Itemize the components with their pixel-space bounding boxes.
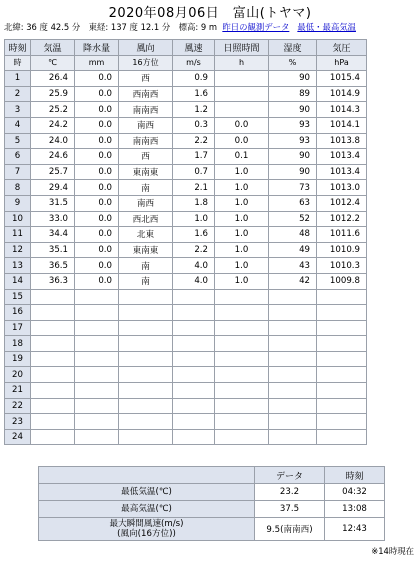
- cell-temperature: 24.6: [31, 149, 75, 165]
- cell-wind-direction: 東南東: [119, 164, 173, 180]
- cell-precipitation: 0.0: [75, 117, 119, 133]
- cell-sunshine: [215, 305, 269, 321]
- cell-temperature: [31, 398, 75, 414]
- cell-precipitation: [75, 336, 119, 352]
- cell-precipitation: 0.0: [75, 273, 119, 289]
- cell-pressure: 1014.9: [317, 86, 367, 102]
- summary-row-min-temp: [39, 484, 385, 501]
- unit-wind-direction: 16方位: [119, 55, 173, 71]
- cell-humidity: 49: [269, 242, 317, 258]
- cell-wind-speed: 2.2: [173, 133, 215, 149]
- cell-hour: 14: [5, 273, 31, 289]
- cell-precipitation: 0.0: [75, 164, 119, 180]
- cell-sunshine: 1.0: [215, 180, 269, 196]
- cell-humidity: 90: [269, 149, 317, 165]
- cell-wind-direction: [119, 351, 173, 367]
- cell-temperature: [31, 383, 75, 399]
- cell-wind-speed: [173, 414, 215, 430]
- cell-precipitation: [75, 305, 119, 321]
- cell-hour: 2: [5, 86, 31, 102]
- cell-wind-speed: 1.6: [173, 86, 215, 102]
- cell-precipitation: [75, 414, 119, 430]
- table-row: [5, 211, 367, 227]
- cell-pressure: [317, 320, 367, 336]
- cell-temperature: 24.2: [31, 117, 75, 133]
- unit-humidity: %: [269, 55, 317, 71]
- cell-hour: 7: [5, 164, 31, 180]
- cell-humidity: 93: [269, 117, 317, 133]
- cell-humidity: 93: [269, 133, 317, 149]
- cell-temperature: 25.7: [31, 164, 75, 180]
- min-temp-value: 23.2: [255, 484, 325, 501]
- cell-wind-speed: 0.7: [173, 164, 215, 180]
- table-row: [5, 133, 367, 149]
- cell-precipitation: [75, 289, 119, 305]
- cell-sunshine: 0.0: [215, 133, 269, 149]
- header-temperature: 気温: [31, 40, 75, 56]
- cell-pressure: 1013.0: [317, 180, 367, 196]
- header-hour: 時刻: [5, 40, 31, 56]
- table-row: [5, 86, 367, 102]
- cell-wind-speed: [173, 336, 215, 352]
- cell-temperature: [31, 305, 75, 321]
- unit-pressure: hPa: [317, 55, 367, 71]
- cell-sunshine: 1.0: [215, 195, 269, 211]
- cell-wind-speed: [173, 367, 215, 383]
- cell-pressure: [317, 305, 367, 321]
- summary-header-data: データ: [255, 467, 325, 484]
- cell-wind-direction: [119, 414, 173, 430]
- cell-pressure: [317, 429, 367, 445]
- cell-humidity: 90: [269, 71, 317, 87]
- cell-temperature: [31, 367, 75, 383]
- current-time-note: ※14時現在: [371, 546, 414, 556]
- cell-pressure: [317, 336, 367, 352]
- table-row: [5, 117, 367, 133]
- summary-corner: [39, 467, 255, 484]
- cell-hour: 18: [5, 336, 31, 352]
- table-row: [5, 149, 367, 165]
- cell-temperature: [31, 351, 75, 367]
- cell-hour: 15: [5, 289, 31, 305]
- cell-humidity: 73: [269, 180, 317, 196]
- unit-sunshine: h: [215, 55, 269, 71]
- cell-sunshine: [215, 86, 269, 102]
- cell-sunshine: 0.1: [215, 149, 269, 165]
- cell-hour: 5: [5, 133, 31, 149]
- cell-temperature: [31, 414, 75, 430]
- table-row: [5, 336, 367, 352]
- cell-temperature: 36.5: [31, 258, 75, 274]
- cell-wind-speed: 4.0: [173, 258, 215, 274]
- table-row: [5, 383, 367, 399]
- unit-hour: 時: [5, 55, 31, 71]
- station-coordinates: 北緯: 36 度 42.5 分 東経: 137 度 12.1 分 標高: 9 m: [4, 22, 218, 32]
- header-sunshine: 日照時間: [215, 40, 269, 56]
- cell-sunshine: [215, 383, 269, 399]
- cell-wind-direction: [119, 429, 173, 445]
- page-title: 2020年08月06日 富山(トヤマ): [108, 6, 312, 21]
- cell-temperature: 25.2: [31, 102, 75, 118]
- header-pressure: 気圧: [317, 40, 367, 56]
- cell-humidity: [269, 305, 317, 321]
- summary-row-max-temp: [39, 501, 385, 518]
- header-wind-direction: 風向: [119, 40, 173, 56]
- cell-humidity: [269, 289, 317, 305]
- cell-precipitation: 0.0: [75, 195, 119, 211]
- cell-hour: 9: [5, 195, 31, 211]
- cell-wind-direction: 南: [119, 258, 173, 274]
- cell-wind-direction: 西: [119, 71, 173, 87]
- cell-wind-speed: 1.0: [173, 211, 215, 227]
- cell-wind-speed: [173, 320, 215, 336]
- table-row: [5, 289, 367, 305]
- cell-pressure: [317, 367, 367, 383]
- cell-precipitation: 0.0: [75, 86, 119, 102]
- cell-hour: 12: [5, 242, 31, 258]
- cell-humidity: [269, 336, 317, 352]
- cell-humidity: [269, 429, 317, 445]
- cell-humidity: 63: [269, 195, 317, 211]
- cell-sunshine: 1.0: [215, 242, 269, 258]
- cell-pressure: [317, 289, 367, 305]
- cell-wind-direction: 南南西: [119, 133, 173, 149]
- table-row: [5, 164, 367, 180]
- unit-wind-speed: m/s: [173, 55, 215, 71]
- cell-temperature: 35.1: [31, 242, 75, 258]
- cell-pressure: 1011.6: [317, 227, 367, 243]
- cell-precipitation: [75, 383, 119, 399]
- cell-wind-speed: [173, 398, 215, 414]
- cell-wind-speed: 2.1: [173, 180, 215, 196]
- cell-sunshine: 1.0: [215, 164, 269, 180]
- header-precipitation: 降水量: [75, 40, 119, 56]
- table-row: [5, 429, 367, 445]
- cell-sunshine: 1.0: [215, 227, 269, 243]
- cell-hour: 17: [5, 320, 31, 336]
- header-humidity: 湿度: [269, 40, 317, 56]
- cell-temperature: [31, 336, 75, 352]
- cell-precipitation: 0.0: [75, 258, 119, 274]
- max-gust-value: 9.5(南南西): [255, 518, 325, 541]
- min-max-link[interactable]: 最低・最高気温: [297, 22, 356, 32]
- table-row: [5, 180, 367, 196]
- cell-precipitation: [75, 398, 119, 414]
- cell-humidity: 89: [269, 86, 317, 102]
- cell-humidity: 43: [269, 258, 317, 274]
- table-row: [5, 320, 367, 336]
- cell-pressure: 1012.2: [317, 211, 367, 227]
- cell-pressure: [317, 414, 367, 430]
- cell-temperature: [31, 429, 75, 445]
- cell-pressure: 1013.4: [317, 149, 367, 165]
- cell-pressure: 1015.4: [317, 71, 367, 87]
- cell-hour: 6: [5, 149, 31, 165]
- cell-wind-direction: [119, 336, 173, 352]
- cell-humidity: 42: [269, 273, 317, 289]
- cell-sunshine: [215, 414, 269, 430]
- cell-precipitation: 0.0: [75, 149, 119, 165]
- cell-wind-direction: 西北西: [119, 211, 173, 227]
- table-row: [5, 242, 367, 258]
- header-wind-speed: 風速: [173, 40, 215, 56]
- cell-wind-direction: 西南西: [119, 86, 173, 102]
- table-row: [5, 351, 367, 367]
- unit-temperature: ℃: [31, 55, 75, 71]
- unit-precipitation: mm: [75, 55, 119, 71]
- cell-wind-speed: [173, 383, 215, 399]
- cell-wind-speed: 1.2: [173, 102, 215, 118]
- table-row: [5, 102, 367, 118]
- station-info: [4, 21, 418, 33]
- cell-sunshine: [215, 320, 269, 336]
- cell-temperature: 33.0: [31, 211, 75, 227]
- cell-precipitation: [75, 367, 119, 383]
- cell-temperature: 26.4: [31, 71, 75, 87]
- max-temp-label: 最高気温(℃): [39, 501, 255, 518]
- cell-sunshine: [215, 367, 269, 383]
- cell-hour: 21: [5, 383, 31, 399]
- cell-wind-direction: [119, 320, 173, 336]
- cell-hour: 10: [5, 211, 31, 227]
- cell-sunshine: [215, 71, 269, 87]
- table-row: [5, 398, 367, 414]
- cell-pressure: 1009.8: [317, 273, 367, 289]
- cell-temperature: 25.9: [31, 86, 75, 102]
- summary-table: [38, 466, 385, 541]
- cell-pressure: 1010.9: [317, 242, 367, 258]
- cell-sunshine: [215, 351, 269, 367]
- cell-pressure: [317, 383, 367, 399]
- cell-pressure: 1013.4: [317, 164, 367, 180]
- cell-wind-direction: 西: [119, 149, 173, 165]
- cell-precipitation: [75, 429, 119, 445]
- table-row: [5, 305, 367, 321]
- cell-precipitation: 0.0: [75, 133, 119, 149]
- cell-precipitation: 0.0: [75, 71, 119, 87]
- max-temp-value: 37.5: [255, 501, 325, 518]
- cell-temperature: [31, 320, 75, 336]
- cell-hour: 19: [5, 351, 31, 367]
- max-gust-label-line1: 最大瞬間風速(m/s): [109, 519, 184, 529]
- cell-wind-direction: [119, 289, 173, 305]
- cell-humidity: 52: [269, 211, 317, 227]
- cell-humidity: [269, 383, 317, 399]
- cell-temperature: [31, 289, 75, 305]
- cell-pressure: 1012.4: [317, 195, 367, 211]
- cell-pressure: 1013.8: [317, 133, 367, 149]
- cell-wind-direction: 北東: [119, 227, 173, 243]
- cell-sunshine: [215, 336, 269, 352]
- cell-pressure: 1014.3: [317, 102, 367, 118]
- summary-header-row: [39, 467, 385, 484]
- unit-row: [5, 55, 367, 71]
- cell-hour: 23: [5, 414, 31, 430]
- table-row: [5, 367, 367, 383]
- cell-temperature: 24.0: [31, 133, 75, 149]
- cell-precipitation: [75, 320, 119, 336]
- cell-precipitation: 0.0: [75, 242, 119, 258]
- cell-sunshine: 1.0: [215, 273, 269, 289]
- cell-hour: 13: [5, 258, 31, 274]
- summary-header-time: 時刻: [325, 467, 385, 484]
- table-row: [5, 258, 367, 274]
- cell-wind-direction: [119, 367, 173, 383]
- cell-sunshine: 0.0: [215, 117, 269, 133]
- cell-humidity: [269, 351, 317, 367]
- cell-humidity: [269, 398, 317, 414]
- cell-humidity: [269, 320, 317, 336]
- cell-wind-direction: 南: [119, 273, 173, 289]
- cell-wind-direction: [119, 398, 173, 414]
- max-gust-label-line2: (風向(16方位)): [117, 529, 176, 539]
- cell-sunshine: [215, 289, 269, 305]
- cell-precipitation: 0.0: [75, 102, 119, 118]
- max-gust-time: 12:43: [325, 518, 385, 541]
- cell-wind-direction: [119, 383, 173, 399]
- cell-precipitation: 0.0: [75, 211, 119, 227]
- cell-hour: 3: [5, 102, 31, 118]
- cell-sunshine: 1.0: [215, 258, 269, 274]
- cell-hour: 16: [5, 305, 31, 321]
- cell-temperature: 34.4: [31, 227, 75, 243]
- cell-humidity: 48: [269, 227, 317, 243]
- cell-pressure: [317, 398, 367, 414]
- cell-sunshine: [215, 398, 269, 414]
- cell-pressure: 1014.1: [317, 117, 367, 133]
- cell-humidity: [269, 414, 317, 430]
- cell-temperature: 36.3: [31, 273, 75, 289]
- cell-wind-direction: [119, 305, 173, 321]
- prev-day-link[interactable]: 昨日の観測データ: [222, 22, 290, 32]
- cell-wind-speed: 0.9: [173, 71, 215, 87]
- cell-wind-speed: 1.6: [173, 227, 215, 243]
- hourly-observation-table: [4, 39, 367, 445]
- cell-wind-direction: 南南西: [119, 102, 173, 118]
- header-row: [5, 40, 367, 56]
- min-temp-time: 04:32: [325, 484, 385, 501]
- cell-hour: 22: [5, 398, 31, 414]
- cell-sunshine: [215, 102, 269, 118]
- cell-humidity: 90: [269, 164, 317, 180]
- cell-wind-speed: [173, 305, 215, 321]
- cell-pressure: 1010.3: [317, 258, 367, 274]
- table-row: [5, 227, 367, 243]
- max-gust-label: [39, 518, 255, 541]
- cell-wind-speed: 1.7: [173, 149, 215, 165]
- cell-precipitation: [75, 351, 119, 367]
- min-temp-label: 最低気温(℃): [39, 484, 255, 501]
- cell-sunshine: 1.0: [215, 211, 269, 227]
- cell-hour: 1: [5, 71, 31, 87]
- table-row: [5, 273, 367, 289]
- cell-hour: 8: [5, 180, 31, 196]
- cell-hour: 20: [5, 367, 31, 383]
- cell-temperature: 29.4: [31, 180, 75, 196]
- cell-wind-speed: 4.0: [173, 273, 215, 289]
- cell-humidity: [269, 367, 317, 383]
- cell-hour: 11: [5, 227, 31, 243]
- cell-precipitation: 0.0: [75, 180, 119, 196]
- cell-hour: 4: [5, 117, 31, 133]
- max-temp-time: 13:08: [325, 501, 385, 518]
- cell-pressure: [317, 351, 367, 367]
- cell-wind-direction: 南: [119, 180, 173, 196]
- cell-humidity: 90: [269, 102, 317, 118]
- cell-wind-speed: 0.3: [173, 117, 215, 133]
- cell-temperature: 31.5: [31, 195, 75, 211]
- cell-wind-direction: 南西: [119, 117, 173, 133]
- cell-wind-speed: 2.2: [173, 242, 215, 258]
- table-row: [5, 71, 367, 87]
- cell-sunshine: [215, 429, 269, 445]
- cell-wind-direction: 東南東: [119, 242, 173, 258]
- cell-wind-direction: 南西: [119, 195, 173, 211]
- cell-hour: 24: [5, 429, 31, 445]
- summary-row-max-gust: [39, 518, 385, 541]
- cell-precipitation: 0.0: [75, 227, 119, 243]
- cell-wind-speed: 1.8: [173, 195, 215, 211]
- cell-wind-speed: [173, 429, 215, 445]
- cell-wind-speed: [173, 289, 215, 305]
- cell-wind-speed: [173, 351, 215, 367]
- table-row: [5, 195, 367, 211]
- table-row: [5, 414, 367, 430]
